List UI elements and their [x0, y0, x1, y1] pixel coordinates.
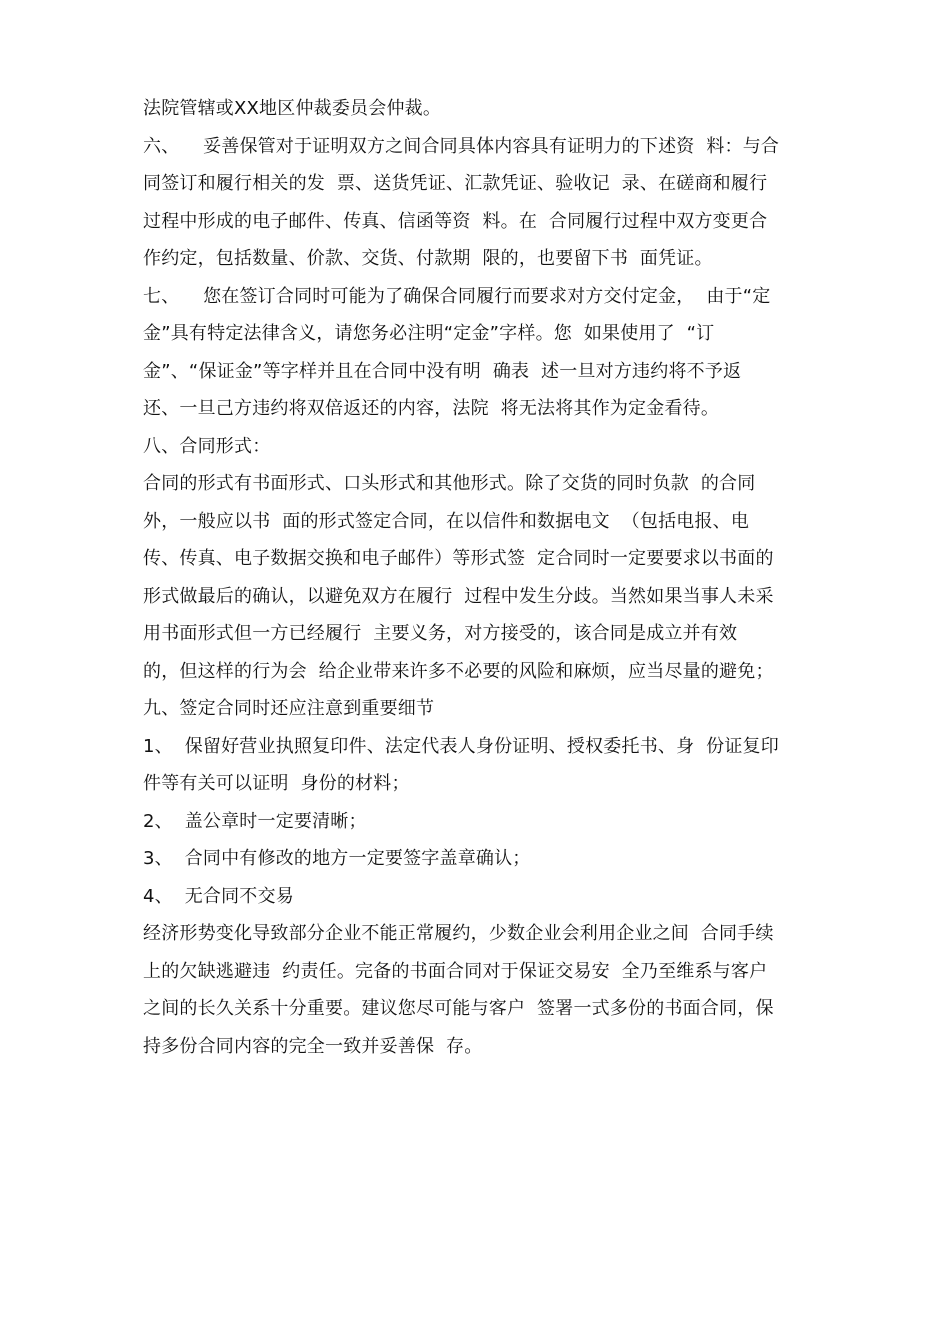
- text-line: 外，一般应以书 面的形式签定合同，在以信件和数据电文 （包括电报、电: [143, 511, 750, 532]
- text-line: 之间的长久关系十分重要。建议您尽可能与客户 签署一式多份的书面合同，保: [143, 998, 774, 1019]
- text-line: 合同的形式有书面形式、口头形式和其他形式。除了交货的同时负款 的合同: [143, 473, 756, 494]
- text-line: 金”、“保证金”等字样并且在合同中没有明 确表 述一旦对方违约将不予返: [143, 361, 742, 382]
- text-line: 七、 您在签订合同时可能为了确保合同履行而要求对方交付定金， 由于“定: [143, 286, 771, 307]
- text-line: 作约定，包括数量、价款、交货、付款期 限的，也要留下书 面凭证。: [143, 248, 713, 269]
- text-line: 六、 妥善保管对于证明双方之间合同具体内容具有证明力的下述资 料：与合: [143, 136, 780, 157]
- list-item: 4、 无合同不交易: [143, 886, 294, 907]
- text-line: 同签订和履行相关的发 票、送货凭证、汇款凭证、验收记 录、在磋商和履行: [143, 173, 768, 194]
- text-line: 用书面形式但一方已经履行 主要义务，对方接受的，该合同是成立并有效: [143, 623, 738, 644]
- text-line: 上的欠缺逃避违 约责任。完备的书面合同对于保证交易安 全乃至维系与客户: [143, 961, 768, 982]
- text-line: 持多份合同内容的完全一致并妥善保 存。: [143, 1036, 483, 1057]
- text-line: 形式做最后的确认，以避免双方在履行 过程中发生分歧。当然如果当事人未采: [143, 586, 774, 607]
- text-line: 经济形势变化导致部分企业不能正常履约，少数企业会利用企业之间 合同手续: [143, 923, 774, 944]
- text-line: 的，但这样的行为会 给企业带来许多不必要的风险和麻烦，应当尽量的避免；: [143, 661, 774, 682]
- text-line: 法院管辖或XX地区仲裁委员会仲裁。: [143, 98, 442, 119]
- text-line: 过程中形成的电子邮件、传真、信函等资 料。在 合同履行过程中双方变更合: [143, 211, 768, 232]
- text-line: 金”具有特定法律含义，请您务必注明“定金”字样。您 如果使用了 “订: [143, 323, 715, 344]
- list-item: 1、 保留好营业执照复印件、法定代表人身份证明、授权委托书、身 份证复印: [143, 736, 779, 757]
- text-line: 传、传真、电子数据交换和电子邮件）等形式签 定合同时一定要要求以书面的: [143, 548, 774, 569]
- list-item: 2、 盖公章时一定要清晰；: [143, 811, 367, 832]
- text-line: 还、一旦己方违约将双倍返还的内容，法院 将无法将其作为定金看待。: [143, 398, 720, 419]
- section-heading: 八、合同形式：: [143, 436, 271, 457]
- section-heading: 九、签定合同时还应注意到重要细节: [143, 698, 435, 719]
- list-item: 3、 合同中有修改的地方一定要签字盖章确认；: [143, 848, 531, 869]
- text-line: 件等有关可以证明 身份的材料；: [143, 773, 410, 794]
